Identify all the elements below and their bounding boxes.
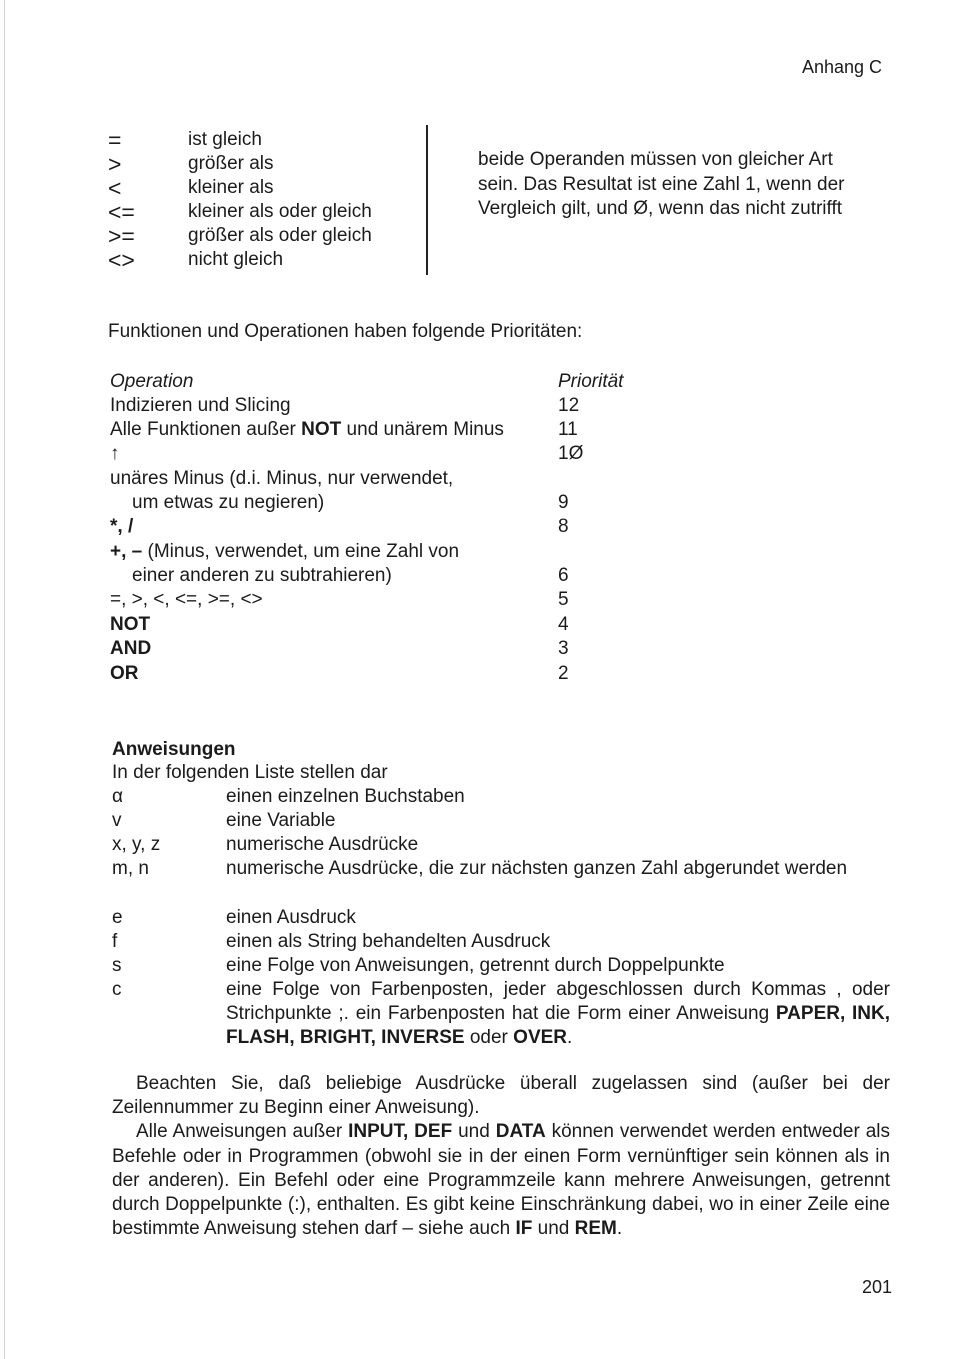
- bracket-line: [426, 125, 428, 275]
- symbol: x, y, z: [112, 834, 161, 855]
- text-segment: und: [532, 1218, 575, 1240]
- symbol: c: [112, 979, 122, 1000]
- text-segment: und: [452, 1121, 496, 1143]
- symbol-description: numerische Ausdrücke, die zur nächsten ganzen Zahl abgerundet werden: [226, 858, 848, 879]
- operator-description: nicht gleich: [188, 249, 284, 270]
- keyword: +, –: [110, 541, 143, 562]
- symbol: m, n: [112, 858, 149, 879]
- section-heading: Anweisungen: [112, 739, 236, 760]
- text-segment: .: [567, 1026, 573, 1048]
- priority-value: 12: [558, 395, 580, 416]
- operator-symbol: <: [108, 175, 122, 201]
- keyword: OVER: [513, 1026, 568, 1048]
- priority-value: 3: [558, 638, 569, 659]
- operation-text: unäres Minus (d.i. Minus, nur verwendet,: [110, 468, 454, 489]
- symbol-description: [226, 978, 890, 1049]
- operation-text: OR: [110, 663, 139, 684]
- text-segment: Alle Funktionen außer: [110, 419, 302, 440]
- symbol: e: [112, 907, 123, 928]
- operation-text: [110, 418, 504, 442]
- text-segment: (Minus, verwendet, um eine Zahl von: [142, 541, 460, 562]
- keyword: IF: [515, 1218, 533, 1240]
- comparison-note: beide Operanden müssen von gleicher Art sein. Das Resultat ist eine Zahl 1, wenn der Vergleich gilt, und Ø, wenn das nicht zutrifft: [478, 149, 845, 219]
- keyword: INPUT, DEF: [348, 1121, 453, 1143]
- paragraph: Beachten Sie, daß beliebige Ausdrücke überall zugelassen sind (außer bei der Zeilennummer zu Beginn einer Anweisung).: [112, 1073, 890, 1119]
- body-text: [112, 1072, 890, 1241]
- symbol: v: [112, 810, 122, 831]
- text-segment: und unärem Minus: [341, 419, 504, 440]
- priority-value: 4: [558, 614, 569, 635]
- operator-symbol: >: [108, 151, 122, 177]
- operator-symbol: >=: [108, 223, 135, 249]
- keyword: DATA: [495, 1121, 546, 1143]
- operator-description: größer als: [188, 153, 274, 174]
- symbol: s: [112, 955, 122, 976]
- symbol-description: numerische Ausdrücke: [226, 834, 419, 855]
- symbol-description: einen Ausdruck: [226, 907, 356, 928]
- priority-value: 9: [558, 492, 569, 513]
- priority-value: 6: [558, 565, 569, 586]
- operation-text: NOT: [110, 614, 151, 635]
- text-segment: Alle Anweisungen außer: [136, 1121, 349, 1143]
- operation-text: einer anderen zu subtrahieren): [132, 565, 392, 586]
- operation-text: um etwas zu negieren): [132, 492, 325, 513]
- operator-description: kleiner als oder gleich: [188, 201, 372, 222]
- symbol-description: eine Variable: [226, 810, 336, 831]
- operator-description: ist gleich: [188, 129, 262, 150]
- operation-text: Indizieren und Slicing: [110, 395, 291, 416]
- priority-value: 1Ø: [558, 443, 584, 464]
- symbol: f: [112, 931, 118, 952]
- keyword: NOT: [301, 419, 342, 440]
- operator-symbol: <>: [108, 247, 135, 273]
- operation-text: ↑: [110, 443, 120, 464]
- text-segment: .: [616, 1218, 623, 1240]
- priority-header: Priorität: [558, 371, 624, 392]
- text-segment: oder: [464, 1026, 514, 1048]
- paragraph: [112, 1120, 890, 1241]
- symbol-description: einen einzelnen Buchstaben: [226, 786, 465, 807]
- text-segment: eine Folge von Farbenposten, jeder abgeschlossen durch Kommas , oder Strichpunkte ;. ein Farbenposten hat die Form einer Anweisung: [226, 979, 890, 1024]
- priority-value: 8: [558, 516, 569, 537]
- priority-value: 11: [558, 419, 578, 440]
- operator-symbol: <=: [108, 199, 135, 225]
- symbol-description: einen als String behandelten Ausdruck: [226, 931, 551, 952]
- priority-intro: Funktionen und Operationen haben folgende Prioritäten:: [108, 321, 583, 342]
- operation-text: AND: [110, 638, 152, 659]
- symbol-description: eine Folge von Anweisungen, getrennt durch Doppelpunkte: [226, 955, 725, 976]
- priority-value: 2: [558, 663, 569, 684]
- keyword-list: PAPER, INK, FLASH, BRIGHT, INVERSE: [226, 1002, 891, 1048]
- operation-text: [110, 540, 459, 564]
- operation-header: Operation: [110, 371, 194, 392]
- section-intro: In der folgenden Liste stellen dar: [112, 762, 388, 783]
- operator-symbol: =: [108, 127, 122, 153]
- operator-description: kleiner als: [188, 177, 274, 198]
- chapter-header: Anhang C: [801, 57, 882, 77]
- page-number: 201: [861, 1277, 892, 1297]
- symbol: α: [112, 786, 123, 807]
- keyword: REM: [574, 1218, 617, 1240]
- text-segment: können verwendet werden entweder als Befehle oder in Programmen (obwohl sie in der einen Form vernünftiger sein können als in der anderen). Ein Befehl oder eine Programmzeile kann mehrere Anweisungen, getrennt durch Doppelpunkte (:), enthalten. Es gibt keine Einschränkung dabei, wo in einer Zeile eine bestimmte Anweisung stehen darf – siehe auch: [112, 1121, 891, 1240]
- operation-text: *, /: [110, 516, 134, 537]
- page-edge-line: [4, 0, 5, 1359]
- operation-text: =, >, <, <=, >=, <>: [110, 589, 263, 610]
- operator-description: größer als oder gleich: [188, 225, 372, 246]
- priority-value: 5: [558, 589, 569, 610]
